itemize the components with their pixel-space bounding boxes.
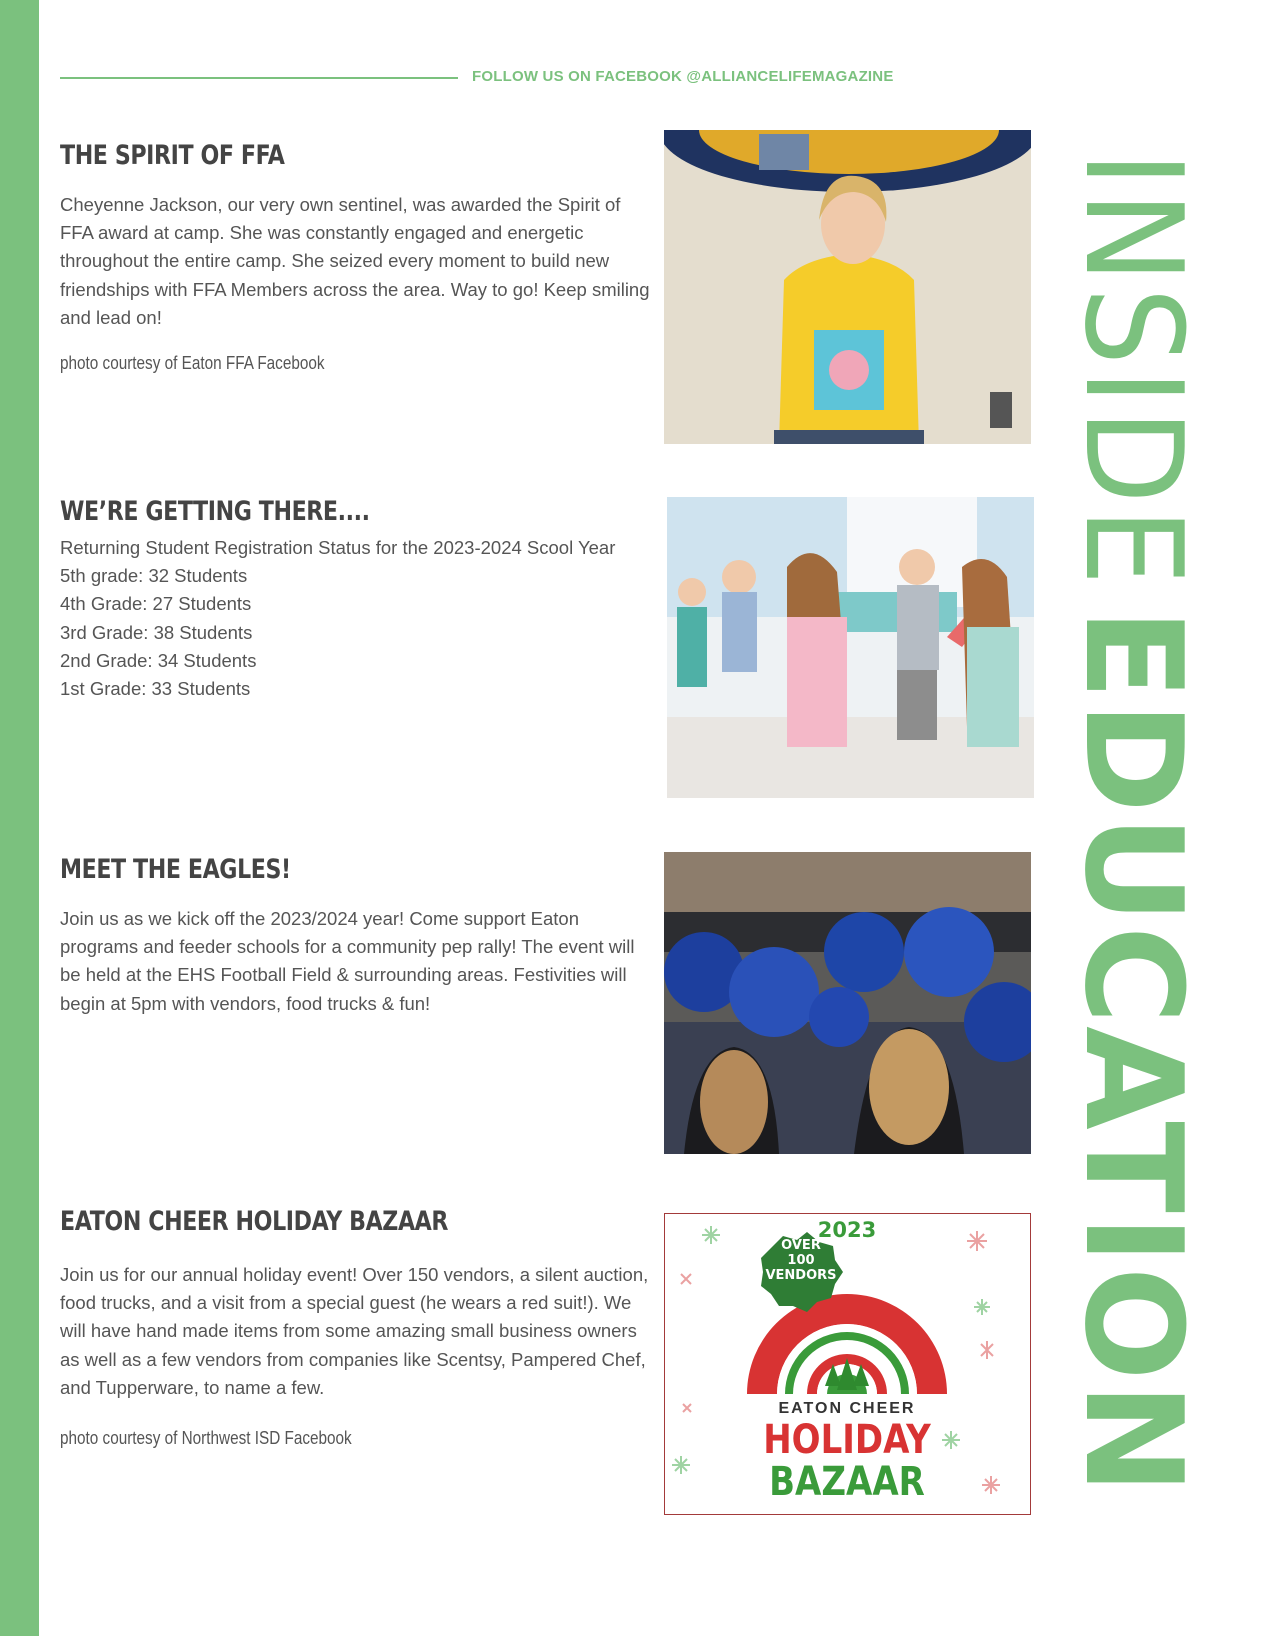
- registration-grade-3: 3rd Grade: 38 Students: [60, 621, 253, 643]
- registration-grade-4: 4th Grade: 27 Students: [60, 593, 252, 615]
- children-playing-photo: [667, 497, 1034, 798]
- photo-caption-ffa: photo courtesy of Eaton FFA Facebook: [60, 353, 325, 373]
- registration-grade-1: 1st Grade: 33 Students: [60, 678, 251, 700]
- poster-badge: [751, 1238, 851, 1283]
- header-rule: [60, 77, 458, 79]
- section-title-vertical: [1055, 132, 1211, 1524]
- ffa-student-photo: [664, 130, 1031, 444]
- registration-intro: Returning Student Registration Status for the 2023-2024 Scool Year: [60, 537, 616, 558]
- article-title-ffa: THE SPIRIT OF FFA: [60, 140, 285, 171]
- poster-line-2: HOLIDAY: [763, 1417, 931, 1463]
- section-title-bold: EDUCATION: [1055, 608, 1211, 1497]
- cheerleaders-pompom-photo: [664, 852, 1031, 1154]
- green-side-bar: [0, 0, 39, 1636]
- article-title-bazaar: EATON CHEER HOLIDAY BAZAAR: [60, 1206, 449, 1237]
- badge-line-2: 100: [787, 1253, 815, 1268]
- follow-facebook-link[interactable]: FOLLOW US ON FACEBOOK @ALLIANCELIFEMAGAZINE: [472, 68, 894, 85]
- article-body-ffa: Cheyenne Jackson, our very own sentinel, was awarded the Spirit of FFA award at camp. She was constantly engaged and energetic throughout the entire camp. She seized every moment to build new friendships with FFA Members across the area. Way to go! Keep smiling and lead on!: [60, 194, 650, 328]
- holiday-bazaar-poster: [664, 1213, 1031, 1515]
- poster-line-1: EATON CHEER: [778, 1400, 916, 1417]
- photo-caption-bazaar: photo courtesy of Northwest ISD Facebook: [60, 1428, 352, 1448]
- poster-line-3: BAZAAR: [769, 1459, 925, 1505]
- registration-grade-5: 5th grade: 32 Students: [60, 565, 248, 587]
- poster-year: 2023: [817, 1218, 877, 1242]
- badge-line-3: VENDORS: [765, 1268, 837, 1283]
- registration-list: [60, 534, 615, 703]
- article-title-eagles: MEET THE EAGLES!: [60, 854, 291, 885]
- section-title-light: INSIDE: [1055, 151, 1211, 590]
- registration-grade-2: 2nd Grade: 34 Students: [60, 649, 257, 671]
- article-title-registration: WE’RE GETTING THERE....: [60, 496, 370, 527]
- article-body-eagles: Join us as we kick off the 2023/2024 year! Come support Eaton programs and feeder schools for a community pep rally! The event will be held at the EHS Football Field & surrounding areas. Festivities will begin at 5pm with vendors, food trucks & fun!: [60, 908, 635, 1014]
- article-body-bazaar: Join us for our annual holiday event! Over 150 vendors, a silent auction, food trucks, and a visit from a special guest (he wears a red suit!). We will have hand made items from some amazing small business owners as well as a few vendors from companies like Scentsy, Pampered Chef, and Tupperware, to name a few.: [60, 1264, 649, 1398]
- badge-line-1: OVER: [781, 1238, 821, 1253]
